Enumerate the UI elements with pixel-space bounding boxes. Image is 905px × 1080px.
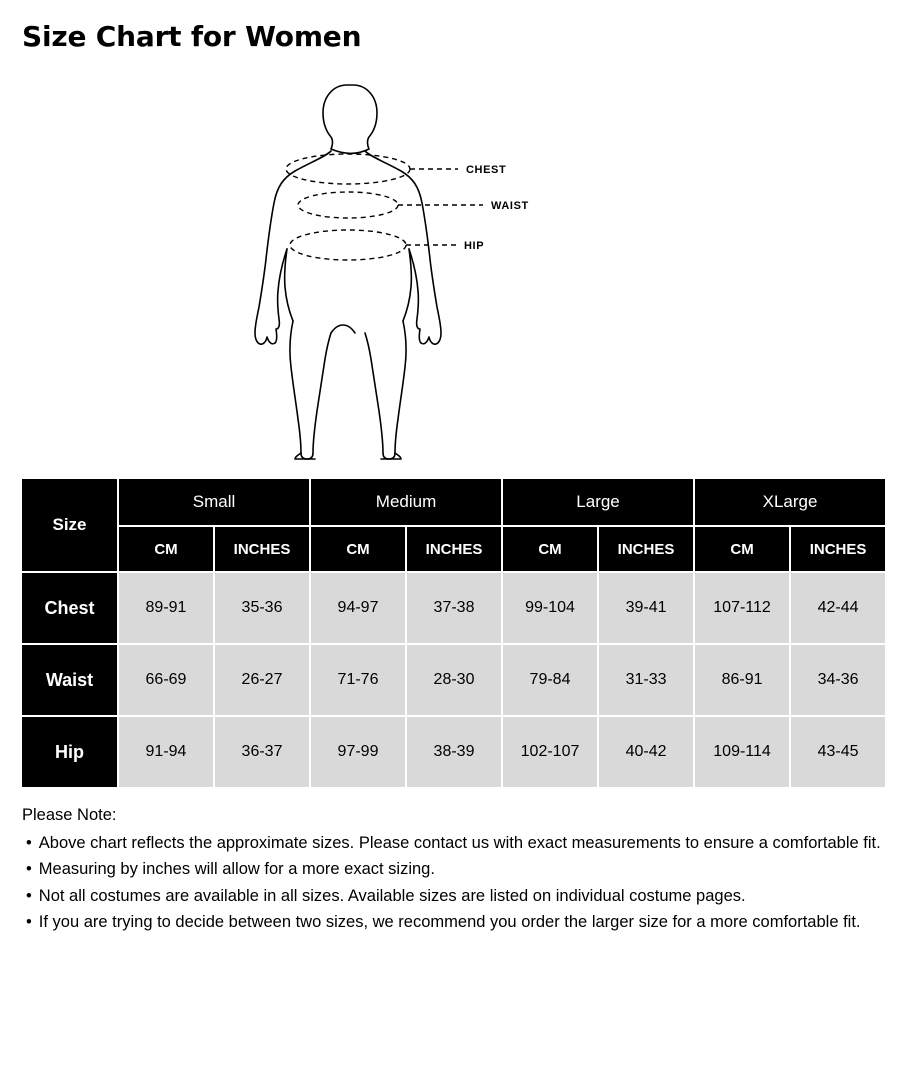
list-item bbox=[22, 857, 883, 883]
header-unit-inches-large: INCHES bbox=[598, 526, 694, 572]
header-unit-inches-medium: INCHES bbox=[406, 526, 502, 572]
hip-label: HIP bbox=[463, 240, 484, 252]
cell-waist-large-cm: 79-84 bbox=[502, 644, 598, 716]
note-text: Above chart reflects the approximate sizes. Please contact us with exact measurements to ensure a comfortable fit. bbox=[38, 833, 881, 852]
size-table bbox=[20, 477, 887, 789]
woman-body-outline-icon bbox=[243, 63, 663, 463]
row-label-waist: Waist bbox=[21, 644, 118, 716]
header-size-small: Small bbox=[118, 478, 310, 526]
table-row bbox=[21, 716, 886, 788]
cell-chest-medium-cm: 94-97 bbox=[310, 572, 406, 644]
header-size-corner: Size bbox=[21, 478, 118, 572]
header-size-xlarge: XLarge bbox=[694, 478, 886, 526]
cell-chest-small-cm: 89-91 bbox=[118, 572, 214, 644]
chest-ellipse bbox=[286, 154, 410, 184]
cell-chest-xlarge-inches: 42-44 bbox=[790, 572, 886, 644]
cell-waist-small-inches: 26-27 bbox=[214, 644, 310, 716]
list-item bbox=[22, 884, 883, 910]
cell-waist-small-cm: 66-69 bbox=[118, 644, 214, 716]
cell-hip-large-inches: 40-42 bbox=[598, 716, 694, 788]
cell-hip-large-cm: 102-107 bbox=[502, 716, 598, 788]
cell-hip-medium-cm: 97-99 bbox=[310, 716, 406, 788]
cell-hip-xlarge-inches: 43-45 bbox=[790, 716, 886, 788]
cell-waist-large-inches: 31-33 bbox=[598, 644, 694, 716]
cell-chest-medium-inches: 37-38 bbox=[406, 572, 502, 644]
cell-waist-xlarge-cm: 86-91 bbox=[694, 644, 790, 716]
chest-label: CHEST bbox=[465, 164, 506, 176]
note-text: Measuring by inches will allow for a more exact sizing. bbox=[38, 860, 435, 879]
bullet-icon: • bbox=[26, 886, 32, 905]
bullet-icon: • bbox=[26, 860, 32, 879]
cell-hip-xlarge-cm: 109-114 bbox=[694, 716, 790, 788]
table-row bbox=[21, 644, 886, 716]
header-unit-cm-medium: CM bbox=[310, 526, 406, 572]
list-item bbox=[22, 831, 883, 857]
bullet-icon: • bbox=[26, 833, 32, 852]
cell-waist-xlarge-inches: 34-36 bbox=[790, 644, 886, 716]
header-size-medium: Medium bbox=[310, 478, 502, 526]
row-label-chest: Chest bbox=[21, 572, 118, 644]
notes-heading: Please Note: bbox=[22, 806, 117, 824]
header-unit-inches-small: INCHES bbox=[214, 526, 310, 572]
cell-chest-large-inches: 39-41 bbox=[598, 572, 694, 644]
header-unit-inches-xlarge: INCHES bbox=[790, 526, 886, 572]
note-text: Not all costumes are available in all sizes. Available sizes are listed on individual costume pages. bbox=[38, 886, 746, 905]
cell-waist-medium-cm: 71-76 bbox=[310, 644, 406, 716]
note-text: If you are trying to decide between two sizes, we recommend you order the larger size for a more comfortable fit. bbox=[38, 913, 861, 932]
table-header-units bbox=[21, 526, 886, 572]
cell-chest-small-inches: 35-36 bbox=[214, 572, 310, 644]
hip-ellipse bbox=[290, 230, 406, 260]
cell-waist-medium-inches: 28-30 bbox=[406, 644, 502, 716]
notes-section bbox=[22, 803, 883, 936]
waist-ellipse bbox=[298, 192, 398, 218]
page-title: Size Chart for Women bbox=[22, 20, 362, 53]
body-figure-container bbox=[20, 63, 885, 463]
cell-hip-medium-inches: 38-39 bbox=[406, 716, 502, 788]
waist-label: WAIST bbox=[490, 200, 529, 212]
cell-hip-small-cm: 91-94 bbox=[118, 716, 214, 788]
table-row bbox=[21, 572, 886, 644]
cell-chest-xlarge-cm: 107-112 bbox=[694, 572, 790, 644]
header-unit-cm-xlarge: CM bbox=[694, 526, 790, 572]
cell-hip-small-inches: 36-37 bbox=[214, 716, 310, 788]
header-unit-cm-large: CM bbox=[502, 526, 598, 572]
row-label-hip: Hip bbox=[21, 716, 118, 788]
header-size-large: Large bbox=[502, 478, 694, 526]
bullet-icon: • bbox=[26, 913, 32, 932]
table-header-sizes bbox=[21, 478, 886, 526]
list-item bbox=[22, 910, 883, 936]
cell-chest-large-cm: 99-104 bbox=[502, 572, 598, 644]
header-unit-cm-small: CM bbox=[118, 526, 214, 572]
